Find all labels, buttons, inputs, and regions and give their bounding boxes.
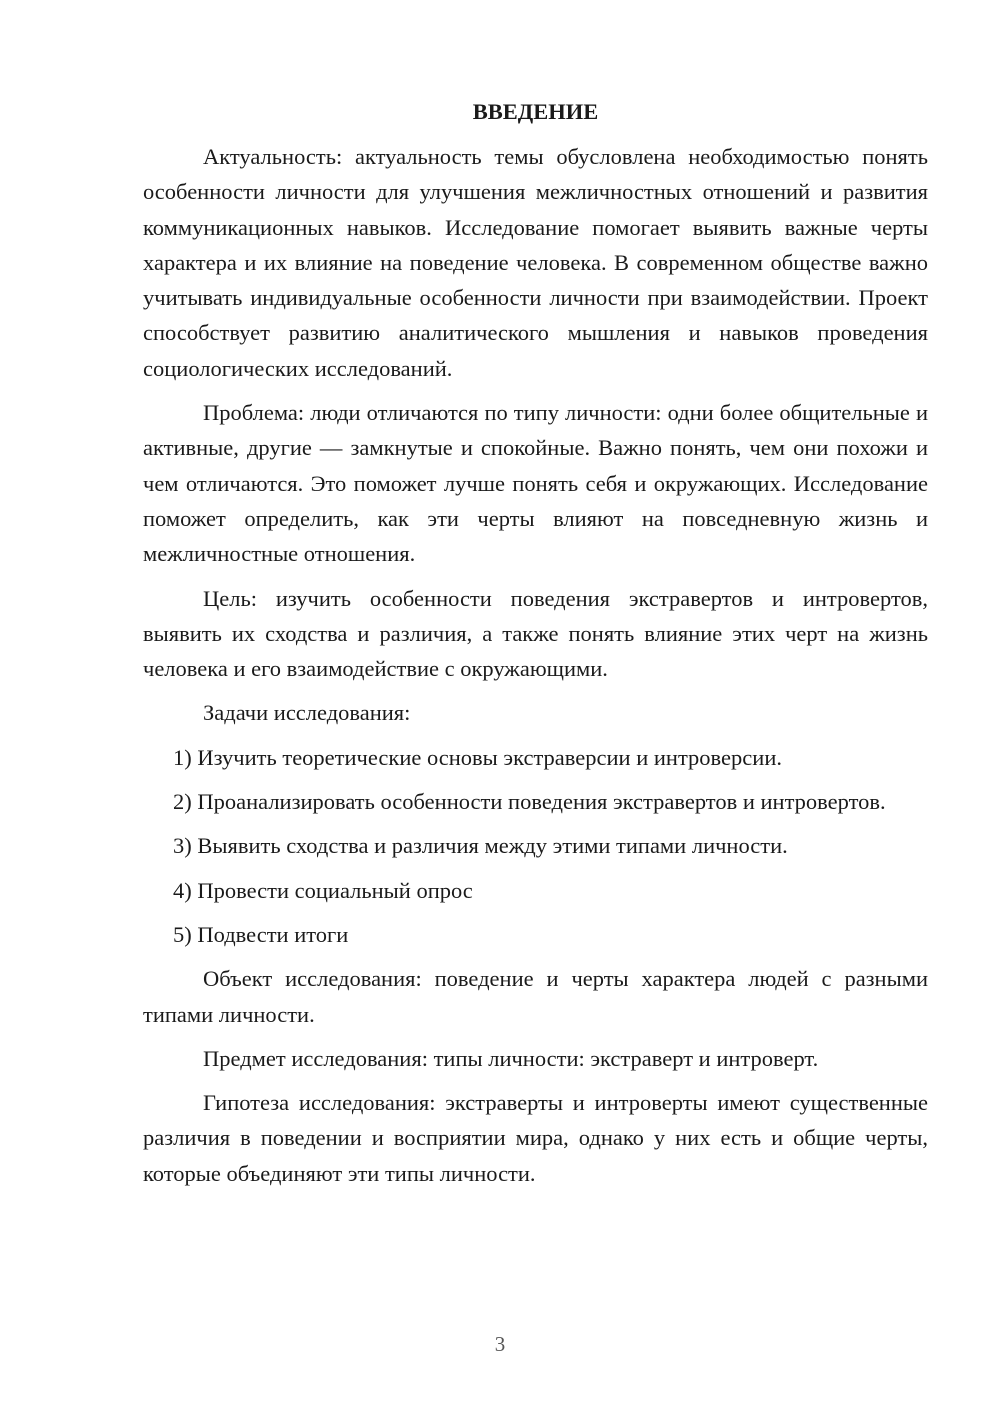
- object-paragraph: Объект исследования: поведение и черты характера людей с разными типами личности.: [143, 966, 928, 1027]
- page-number: 3: [494, 1332, 506, 1356]
- task-item-4: 4) Провести социальный опрос: [173, 877, 473, 903]
- goal-paragraph: Цель: изучить особенности поведения экстравертов и интровертов, выявить их сходства и различия, а также понять влияние этих черт на жизнь человека и его взаимодействие с окружающими.: [143, 585, 928, 682]
- hypothesis-paragraph: Гипотеза исследования: экстраверты и интроверты имеют существенные различия в поведении и восприятии мира, однако у них есть и общие черты, которые объединяют эти типы личности.: [143, 1090, 928, 1186]
- problem-paragraph: Проблема: люди отличаются по типу личности: одни более общительные и активные, другие — замкнутые и спокойные. Важно понять, чем они похожи и чем отличаются. Это поможет лучше понять себя и окружающих. Исследование поможет определить, как эти черты влияют на повседневную жизнь и межличностные отношения.: [143, 400, 928, 567]
- section-title: ВВЕДЕНИЕ: [472, 99, 599, 124]
- task-item-1: 1) Изучить теоретические основы экстраверсии и интроверсии.: [173, 744, 782, 770]
- subject-paragraph: Предмет исследования: типы личности: экстраверт и интроверт.: [203, 1045, 819, 1071]
- relevance-paragraph: Актуальность: актуальность темы обусловлена необходимостью понять особенности личности для улучшения межличностных отношений и развития коммуникационных навыков. Исследование помогает выявить важные черты характера и их влияние на поведение человека. В современном обществе важно учитывать индивидуальные особенности личности при взаимодействии. Проект способствует развитию аналитического мышления и навыков проведения социологических исследований.: [143, 144, 928, 381]
- task-item-3: 3) Выявить сходства и различия между этими типами личности.: [173, 833, 788, 859]
- task-item-2: 2) Проанализировать особенности поведения экстравертов и интровертов.: [173, 789, 886, 815]
- task-item-5: 5) Подвести итоги: [173, 921, 349, 947]
- page-content: [143, 94, 928, 1200]
- tasks-heading: Задачи исследования:: [203, 700, 411, 726]
